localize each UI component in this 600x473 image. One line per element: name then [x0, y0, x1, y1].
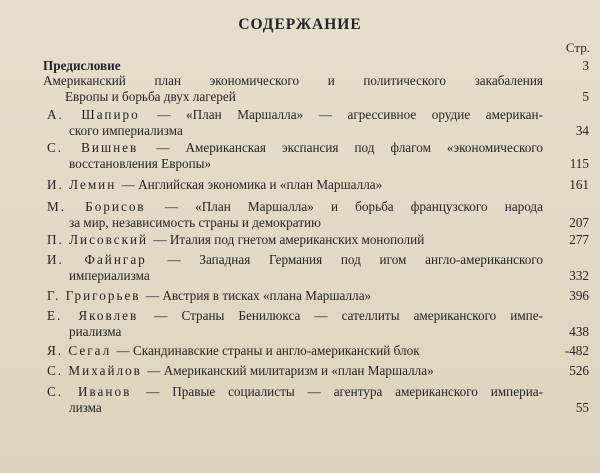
page-column-label: Стр. [565, 40, 590, 55]
toc-title-line: — «План Маршалла» — агрессивное орудие американ- [157, 107, 543, 122]
toc-page-number: -482 [564, 343, 589, 358]
toc-title-line: восстановления Европы» [69, 155, 212, 171]
toc-title-line: — Скандинавские страны и англо-американский блок [116, 343, 420, 358]
toc-title-line: Предисловие [43, 58, 121, 73]
toc-entry [47, 232, 589, 248]
toc-title-line: — «План Маршалла» и борьба французского народа [164, 199, 543, 214]
toc-author: С. Вишнев [47, 140, 157, 155]
toc-entry [43, 58, 589, 74]
toc-title-line: — Английская экономика и «план Маршалла» [121, 177, 383, 192]
toc-entry [47, 107, 589, 138]
toc-title-line: — Американская экспансия под флагом «экономического [156, 140, 543, 155]
toc-author: М. Борисов [47, 199, 165, 214]
toc-author: Я. Сегал [47, 343, 117, 358]
toc-entry [47, 384, 589, 415]
toc-author: Г. Григорьев [47, 288, 146, 303]
toc-entry [47, 199, 589, 230]
toc-entry [47, 177, 589, 193]
toc-title-line: — Правые социалисты — агентура американского империа- [146, 384, 543, 399]
toc-page-number: 277 [569, 232, 589, 247]
toc-title-line: — Австрия в тисках «плана Маршалла» [145, 288, 372, 303]
toc-page-number: 3 [582, 58, 589, 73]
toc-title-line: Американский план экономического и политического закабаления [43, 73, 543, 88]
toc-title-line: риализма [69, 323, 122, 339]
toc-page-number: 34 [575, 122, 589, 138]
toc-entry [47, 288, 589, 304]
toc-title-line: — Италия под гнетом американских монополий [153, 232, 425, 247]
toc-entry [43, 73, 589, 104]
toc-page-number: 438 [569, 323, 589, 339]
toc-title-line: лизма [69, 399, 102, 415]
toc-title-line: империализма [69, 267, 150, 283]
toc-page-number: 332 [569, 267, 589, 283]
toc-title-line: ского империализма [69, 122, 183, 138]
toc-author: П. Лисовский [47, 232, 154, 247]
toc-author: С. Иванов [47, 384, 147, 399]
toc-entry [47, 308, 589, 339]
toc-title-line: — Страны Бенилюкса — сателлиты американского импе- [154, 308, 543, 323]
toc-page-number: 207 [569, 214, 589, 230]
toc-title-line: — Американский милитаризм и «план Маршалла» [147, 363, 434, 378]
toc-author: С. Михайлов [47, 363, 148, 378]
toc-page-number: 5 [582, 88, 589, 104]
toc-author: А. Шапиро [47, 107, 158, 122]
toc-title-line: — Западная Германия под игом англо-американского [167, 252, 543, 267]
toc-title-line: за мир, независимость страны и демократию [69, 214, 321, 230]
toc-page-number: 115 [569, 155, 589, 171]
toc-page-number: 161 [569, 177, 589, 192]
toc-title-line: Европы и борьба двух лагерей [65, 88, 236, 104]
page-title: СОДЕРЖАНИЕ [238, 16, 362, 33]
toc-author: И. Лемин [47, 177, 122, 192]
toc-entry [47, 343, 589, 359]
toc-entry [47, 140, 589, 171]
toc-author: И. Файнгар [47, 252, 168, 267]
toc-entry [47, 252, 589, 283]
toc-entry [47, 363, 589, 379]
toc-author: Е. Яковлев [47, 308, 155, 323]
toc-page-number: 55 [575, 399, 589, 415]
toc-page-number: 526 [569, 363, 589, 378]
toc-page-number: 396 [569, 288, 589, 303]
